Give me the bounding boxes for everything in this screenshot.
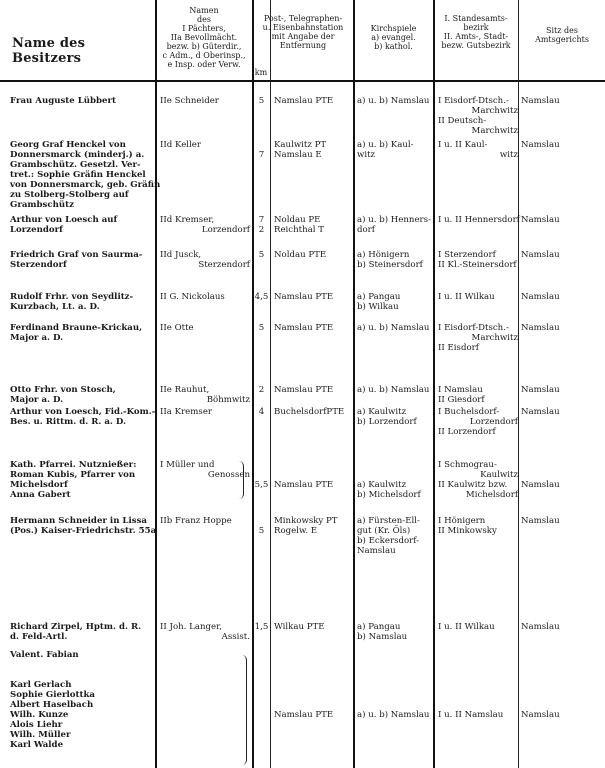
cell-post bbox=[274, 96, 352, 106]
cell-km-line: 2 bbox=[258, 385, 265, 395]
header-office-line: bezirk bbox=[463, 23, 489, 32]
cell-church bbox=[357, 292, 433, 312]
cell-owner bbox=[10, 250, 153, 270]
header-tenant-line: c Adm., d Oberinsp., bbox=[162, 51, 246, 60]
cell-court-line bbox=[521, 470, 603, 480]
cell-court-line: Namslau bbox=[521, 516, 560, 526]
cell-owner-line: Kurzbach, Lt. a. D. bbox=[10, 302, 100, 312]
cell-church bbox=[357, 385, 433, 395]
column-rule-owner bbox=[155, 0, 157, 768]
cell-office-line: II Kaulwitz bzw. bbox=[438, 480, 508, 490]
cell-post bbox=[274, 516, 352, 536]
header-office bbox=[434, 14, 518, 50]
cell-court-line bbox=[521, 680, 603, 690]
cell-owner bbox=[10, 622, 153, 642]
cell-court-line: Namslau bbox=[521, 385, 560, 395]
cell-owner-line: Major a. D. bbox=[10, 333, 64, 343]
cell-office-line: II Kl.-Steinersdorf bbox=[438, 260, 517, 270]
cell-post-line bbox=[274, 670, 352, 680]
header-court-line: Sitz des bbox=[546, 26, 578, 35]
cell-court-line bbox=[521, 670, 603, 680]
cell-tenant-line: IId Kremser, bbox=[160, 215, 215, 225]
cell-owner-line: Michelsdorf bbox=[10, 480, 68, 490]
cell-km bbox=[254, 96, 269, 106]
cell-km-line: 5 bbox=[258, 250, 265, 260]
cell-church-line: a) u. b) Kaul- bbox=[357, 140, 414, 150]
cell-tenant-line: IId Keller bbox=[160, 140, 201, 150]
cell-office-line: Lorzendorf bbox=[469, 417, 518, 427]
cell-court-line: Namslau bbox=[521, 323, 560, 333]
header-tenant bbox=[156, 6, 252, 69]
cell-owner-line: Sophie Gierlottka bbox=[10, 690, 95, 700]
cell-post bbox=[274, 250, 352, 260]
cell-post bbox=[274, 215, 352, 235]
cell-office bbox=[438, 292, 518, 302]
cell-owner-line: Lorzendorf bbox=[10, 225, 63, 235]
cell-post-line bbox=[274, 700, 352, 710]
cell-office-line bbox=[438, 660, 518, 670]
header-post-line: Entfernung bbox=[279, 41, 327, 50]
cell-owner-line: Otto Frhr. von Stosch, bbox=[10, 385, 116, 395]
cell-office-line: Kaulwitz bbox=[480, 470, 518, 480]
cell-owner-line: Anna Gabert bbox=[10, 490, 71, 500]
cell-office-line bbox=[438, 690, 518, 700]
column-rule-office bbox=[518, 0, 519, 768]
cell-post-line: Minkowsky PT bbox=[274, 516, 338, 526]
cell-church-line: a) u. b) Henners- bbox=[357, 215, 431, 225]
cell-church bbox=[357, 407, 433, 427]
cell-court-line: Namslau bbox=[521, 250, 560, 260]
cell-office-line: I Eisdorf-Dtsch.- bbox=[438, 96, 509, 106]
cell-court bbox=[521, 323, 603, 333]
cell-office-line: I u. II Wilkau bbox=[438, 622, 495, 632]
cell-owner-line: Karl Walde bbox=[10, 740, 64, 750]
cell-owner-line: Rudolf Frhr. von Seydlitz- bbox=[10, 292, 134, 302]
cell-km bbox=[254, 323, 269, 333]
header-km: km bbox=[254, 68, 268, 77]
cell-km bbox=[254, 292, 269, 302]
cell-owner-line: tret.: Sophie Gräfin Henckel bbox=[10, 170, 146, 180]
header-office-line: I. Standesamts- bbox=[444, 14, 508, 23]
cell-office-line: II Deutsch- bbox=[438, 116, 487, 126]
cell-owner bbox=[10, 215, 153, 235]
cell-office-line bbox=[438, 680, 518, 690]
cell-court-line: Namslau bbox=[521, 407, 560, 417]
cell-km-line bbox=[254, 460, 269, 470]
cell-church-line bbox=[357, 670, 433, 680]
cell-church-line bbox=[357, 660, 433, 670]
header-tenant-line: bezw. b) Güterdir., bbox=[166, 42, 242, 51]
cell-km bbox=[254, 250, 269, 260]
cell-office bbox=[438, 460, 518, 500]
cell-church bbox=[357, 140, 433, 160]
cell-court-line: Namslau bbox=[521, 140, 560, 150]
cell-km bbox=[254, 460, 269, 490]
cell-office bbox=[438, 96, 518, 136]
brace-mark bbox=[242, 655, 247, 765]
cell-km-line: 7 bbox=[258, 150, 265, 160]
cell-church-line: a) Kaulwitz bbox=[357, 480, 407, 490]
cell-office-line: II Lorzendorf bbox=[438, 427, 496, 437]
cell-church-line bbox=[357, 460, 433, 470]
cell-km-line: 7 bbox=[258, 215, 265, 225]
cell-owner-line: Ferdinand Braune-Krickau, bbox=[10, 323, 143, 333]
cell-tenant bbox=[160, 140, 250, 150]
cell-church-line bbox=[357, 470, 433, 480]
cell-post-line: Namslau PTE bbox=[274, 480, 334, 490]
cell-post-line: Namslau PTE bbox=[274, 96, 334, 106]
header-office-line: II. Amts-, Stadt- bbox=[443, 32, 509, 41]
cell-post bbox=[274, 140, 352, 160]
cell-owner-line: Alois Liehr bbox=[10, 720, 63, 730]
cell-tenant bbox=[160, 292, 250, 302]
cell-court bbox=[521, 96, 603, 106]
cell-court bbox=[521, 292, 603, 302]
cell-court bbox=[521, 622, 603, 632]
cell-post bbox=[274, 292, 352, 302]
cell-court bbox=[521, 140, 603, 150]
cell-office bbox=[438, 385, 518, 405]
cell-post-line bbox=[274, 660, 352, 670]
cell-office bbox=[438, 140, 518, 160]
cell-post bbox=[274, 460, 352, 490]
cell-court-line bbox=[521, 460, 603, 470]
cell-post bbox=[274, 622, 352, 632]
header-tenant-line: I Pächters, bbox=[182, 24, 226, 33]
column-rule-church bbox=[433, 0, 435, 768]
cell-post-line: Noldau PE bbox=[274, 215, 321, 225]
cell-court-line bbox=[521, 650, 603, 660]
cell-post-line bbox=[274, 690, 352, 700]
cell-owner-line: Valent. Fabian bbox=[10, 650, 79, 660]
cell-tenant-line: IId Jusck, bbox=[160, 250, 202, 260]
cell-church-line bbox=[357, 650, 433, 660]
cell-owner-line: d. Feld-Artl. bbox=[10, 632, 68, 642]
cell-owner-line: Arthur von Loesch auf bbox=[10, 215, 118, 225]
header-tenant-line: des bbox=[197, 15, 211, 24]
cell-church-line: b) Lorzendorf bbox=[357, 417, 417, 427]
cell-km bbox=[254, 407, 269, 417]
cell-office-line: Marchwitz bbox=[471, 333, 518, 343]
cell-church bbox=[357, 650, 433, 720]
cell-church-line: a) Hönigern bbox=[357, 250, 410, 260]
cell-church-line: witz bbox=[357, 150, 376, 160]
cell-court-line: Namslau bbox=[521, 480, 560, 490]
cell-km bbox=[254, 140, 269, 160]
cell-post-line: Namslau PTE bbox=[274, 710, 334, 720]
cell-court-line: Namslau bbox=[521, 710, 560, 720]
cell-office-line: II Eisdorf bbox=[438, 343, 479, 353]
cell-office bbox=[438, 250, 518, 270]
cell-tenant bbox=[160, 215, 250, 235]
column-rule-tenant bbox=[252, 0, 254, 768]
cell-post-line bbox=[274, 680, 352, 690]
cell-owner bbox=[10, 407, 156, 427]
cell-court bbox=[521, 215, 603, 225]
cell-owner-line bbox=[10, 660, 153, 670]
cell-tenant bbox=[160, 622, 250, 642]
header-church-line: b) kathol. bbox=[374, 42, 413, 51]
cell-office-line: Marchwitz bbox=[471, 126, 518, 136]
cell-km-line: 4 bbox=[258, 407, 265, 417]
cell-post bbox=[274, 407, 352, 417]
cell-church-line: Namslau bbox=[357, 546, 396, 556]
cell-post-line: Rogelw. E bbox=[274, 526, 318, 536]
cell-church-line bbox=[357, 680, 433, 690]
header-rule bbox=[0, 80, 605, 82]
cell-office-line: I u. II Kaul- bbox=[438, 140, 488, 150]
cell-court bbox=[521, 385, 603, 395]
cell-office-line: I u. II Namslau bbox=[438, 710, 504, 720]
cell-owner-line: Grambschütz. Gesetzl. Ver- bbox=[10, 160, 141, 170]
cell-owner-line: Kath. Pfarrei. Nutznießer: bbox=[10, 460, 137, 470]
header-office-line: bezw. Gutsbezirk bbox=[441, 41, 511, 50]
cell-post bbox=[274, 650, 352, 720]
cell-owner-line: Donnersmarck (minderj.) a. bbox=[10, 150, 145, 160]
cell-office-line bbox=[438, 670, 518, 680]
cell-tenant bbox=[160, 96, 250, 106]
cell-court bbox=[521, 650, 603, 720]
cell-km bbox=[254, 215, 269, 235]
cell-owner bbox=[10, 516, 157, 536]
cell-tenant-line: IIe Schneider bbox=[160, 96, 219, 106]
cell-km-line: 5 bbox=[258, 96, 265, 106]
cell-post-line: Kaulwitz PT bbox=[274, 140, 327, 150]
cell-tenant bbox=[160, 250, 250, 270]
cell-office-line: Marchwitz bbox=[471, 106, 518, 116]
cell-office-line: I Namslau bbox=[438, 385, 483, 395]
cell-church-line: a) Pangau bbox=[357, 292, 401, 302]
cell-church-line: b) Steinersdorf bbox=[357, 260, 423, 270]
cell-owner-line: Wilh. Müller bbox=[10, 730, 71, 740]
cell-church-line bbox=[357, 690, 433, 700]
cell-tenant bbox=[160, 385, 250, 405]
cell-post-line bbox=[274, 470, 352, 480]
cell-owner-line: Friedrich Graf von Saurma- bbox=[10, 250, 143, 260]
cell-court bbox=[521, 516, 603, 526]
cell-km bbox=[254, 622, 269, 632]
cell-office bbox=[438, 622, 518, 632]
cell-post-line: Namslau PTE bbox=[274, 385, 334, 395]
cell-office-line: witz bbox=[499, 150, 518, 160]
cell-km bbox=[254, 516, 269, 536]
cell-church-line: gut (Kr. Öls) bbox=[357, 526, 411, 536]
cell-church-line: a) Kaulwitz bbox=[357, 407, 407, 417]
cell-owner bbox=[10, 96, 153, 106]
cell-owner bbox=[10, 323, 153, 343]
cell-owner-line: Richard Zirpel, Hptm. d. R. bbox=[10, 622, 142, 632]
cell-km-line: 4,5 bbox=[254, 292, 269, 302]
cell-church bbox=[357, 215, 433, 235]
cell-church-line: b) Wilkau bbox=[357, 302, 399, 312]
header-court-line: Amtsgerichts bbox=[535, 35, 589, 44]
cell-office-line: I Hönigern bbox=[438, 516, 486, 526]
cell-owner-line: Hermann Schneider in Lissa bbox=[10, 516, 147, 526]
cell-court-line: Namslau bbox=[521, 215, 560, 225]
cell-office bbox=[438, 516, 518, 536]
cell-church bbox=[357, 250, 433, 270]
brace-mark bbox=[239, 461, 244, 499]
cell-office-line: I u. II Hennersdorf bbox=[438, 215, 520, 225]
column-rule-post bbox=[353, 0, 355, 768]
cell-tenant-line: Lorzendorf bbox=[201, 225, 250, 235]
cell-court-line: Namslau bbox=[521, 292, 560, 302]
cell-tenant-line: I Müller und bbox=[160, 460, 215, 470]
header-post-line: u. Eisenbahnstation bbox=[262, 23, 344, 32]
cell-church bbox=[357, 460, 433, 500]
cell-owner-line: Roman Kubis, Pfarrer von bbox=[10, 470, 136, 480]
cell-church-line: b) Eckersdorf- bbox=[357, 536, 420, 546]
header-church bbox=[354, 24, 433, 51]
cell-km-line bbox=[254, 140, 269, 150]
cell-court bbox=[521, 250, 603, 260]
cell-church-line: a) u. b) Namslau bbox=[357, 710, 430, 720]
cell-tenant-line: II Joh. Langer, bbox=[160, 622, 222, 632]
cell-tenant-line: IIa Kremser bbox=[160, 407, 213, 417]
cell-km-line: 2 bbox=[258, 225, 265, 235]
cell-owner-line: Major a. D. bbox=[10, 395, 64, 405]
cell-km-line bbox=[254, 470, 269, 480]
cell-post bbox=[274, 323, 352, 333]
cell-office-line: I u. II Wilkau bbox=[438, 292, 495, 302]
header-church-line: a) evangel. bbox=[371, 33, 416, 42]
cell-owner bbox=[10, 292, 153, 312]
cell-church-line: a) u. b) Namslau bbox=[357, 323, 430, 333]
header-post-line: mit Angabe der bbox=[271, 32, 335, 41]
cell-tenant-line: Böhmwitz bbox=[206, 395, 250, 405]
cell-post-line: Namslau PTE bbox=[274, 292, 334, 302]
cell-km-line: 5 bbox=[258, 323, 265, 333]
cell-office-line bbox=[438, 650, 518, 660]
cell-tenant-line: Sterzendorf bbox=[198, 260, 250, 270]
cell-church-line: a) u. b) Namslau bbox=[357, 96, 430, 106]
cell-court-line bbox=[521, 700, 603, 710]
column-rule-km bbox=[270, 0, 271, 768]
header-court bbox=[519, 26, 605, 44]
cell-owner-line bbox=[10, 670, 153, 680]
cell-church-line: a) u. b) Namslau bbox=[357, 385, 430, 395]
cell-office-line: Michelsdorf bbox=[465, 490, 518, 500]
cell-court-line: Namslau bbox=[521, 96, 560, 106]
cell-office-line: II Giesdorf bbox=[438, 395, 485, 405]
cell-km bbox=[254, 385, 269, 395]
cell-km-line: 5 bbox=[258, 526, 265, 536]
cell-post-line bbox=[274, 650, 352, 660]
cell-church-line: a) Fürsten-Ell- bbox=[357, 516, 420, 526]
cell-post bbox=[274, 385, 352, 395]
cell-post-line bbox=[274, 460, 352, 470]
cell-km-line: 1,5 bbox=[254, 622, 269, 632]
header-post bbox=[253, 14, 353, 50]
cell-office bbox=[438, 215, 518, 225]
cell-office bbox=[438, 407, 518, 437]
cell-owner-line: Arthur von Loesch, Fid.-Kom.- bbox=[10, 407, 156, 417]
cell-km-line: 5,5 bbox=[254, 480, 269, 490]
cell-office bbox=[438, 323, 518, 353]
cell-court-line bbox=[521, 690, 603, 700]
cell-office-line: I Buchelsdorf- bbox=[438, 407, 500, 417]
cell-post-line: Wilkau PTE bbox=[274, 622, 325, 632]
cell-post-line: Namslau E bbox=[274, 150, 322, 160]
cell-owner-line: Grambschütz bbox=[10, 200, 74, 210]
cell-post-line: BuchelsdorfPTE bbox=[274, 407, 345, 417]
cell-tenant-line: IIb Franz Hoppe bbox=[160, 516, 232, 526]
cell-church bbox=[357, 622, 433, 642]
cell-owner-line: Wilh. Kunze bbox=[10, 710, 69, 720]
cell-owner-line: Frau Auguste Lübbert bbox=[10, 96, 116, 106]
cell-church bbox=[357, 516, 433, 556]
header-church-line: Kirchspiele bbox=[370, 24, 417, 33]
cell-church-line: b) Namslau bbox=[357, 632, 408, 642]
cell-tenant bbox=[160, 407, 250, 417]
cell-tenant-line: II G. Nickolaus bbox=[160, 292, 225, 302]
cell-owner-line: Karl Gerlach bbox=[10, 680, 72, 690]
cell-post-line: Noldau PTE bbox=[274, 250, 327, 260]
cell-church bbox=[357, 96, 433, 106]
cell-owner-line: Albert Haselbach bbox=[10, 700, 94, 710]
cell-post-line: Namslau PTE bbox=[274, 323, 334, 333]
cell-court-line bbox=[521, 660, 603, 670]
cell-church-line: a) Pangau bbox=[357, 622, 401, 632]
header-owner: Name des Besitzers bbox=[12, 36, 86, 66]
cell-owner-line: zu Stolberg-Stolberg auf bbox=[10, 190, 129, 200]
cell-owner bbox=[10, 650, 153, 750]
cell-owner-line: (Pos.) Kaiser-Friedrichstr. 55a bbox=[10, 526, 157, 536]
cell-office bbox=[438, 650, 518, 720]
cell-tenant-line: Assist. bbox=[221, 632, 250, 642]
cell-owner-line: Sterzendorf bbox=[10, 260, 67, 270]
cell-church-line: b) Michelsdorf bbox=[357, 490, 421, 500]
cell-tenant bbox=[160, 460, 250, 480]
cell-court bbox=[521, 407, 603, 417]
cell-church-line bbox=[357, 700, 433, 710]
header-tenant-line: IIa Bevollmächt. bbox=[170, 33, 238, 42]
cell-office-line: I Sterzendorf bbox=[438, 250, 496, 260]
cell-owner bbox=[10, 385, 153, 405]
cell-tenant-line: IIe Rauhut, bbox=[160, 385, 210, 395]
cell-office-line bbox=[438, 700, 518, 710]
cell-office-line: I Eisdorf-Dtsch.- bbox=[438, 323, 509, 333]
header-tenant-line: e Insp. oder Verw. bbox=[167, 60, 241, 69]
cell-church bbox=[357, 323, 433, 333]
cell-church-line: dorf bbox=[357, 225, 375, 235]
cell-owner bbox=[10, 460, 153, 500]
cell-court-line: Namslau bbox=[521, 622, 560, 632]
cell-court bbox=[521, 460, 603, 490]
cell-tenant-line: IIe Otte bbox=[160, 323, 194, 333]
cell-tenant bbox=[160, 323, 250, 333]
cell-post-line: Reichthal T bbox=[274, 225, 324, 235]
cell-office-line: I Schmograu- bbox=[438, 460, 497, 470]
cell-owner-line: von Donnersmarck, geb. Gräfin bbox=[10, 180, 161, 190]
cell-km-line bbox=[254, 516, 269, 526]
cell-owner-line: Georg Graf Henckel von bbox=[10, 140, 126, 150]
cell-tenant bbox=[160, 516, 250, 526]
header-tenant-line: Namen bbox=[189, 6, 219, 15]
cell-office-line: II Minkowsky bbox=[438, 526, 497, 536]
cell-tenant-line: Genossen bbox=[207, 470, 250, 480]
cell-owner bbox=[10, 140, 161, 210]
cell-owner-line: Bes. u. Rittm. d. R. a. D. bbox=[10, 417, 127, 427]
header-post-line: Post-, Telegraphen- bbox=[263, 14, 343, 23]
